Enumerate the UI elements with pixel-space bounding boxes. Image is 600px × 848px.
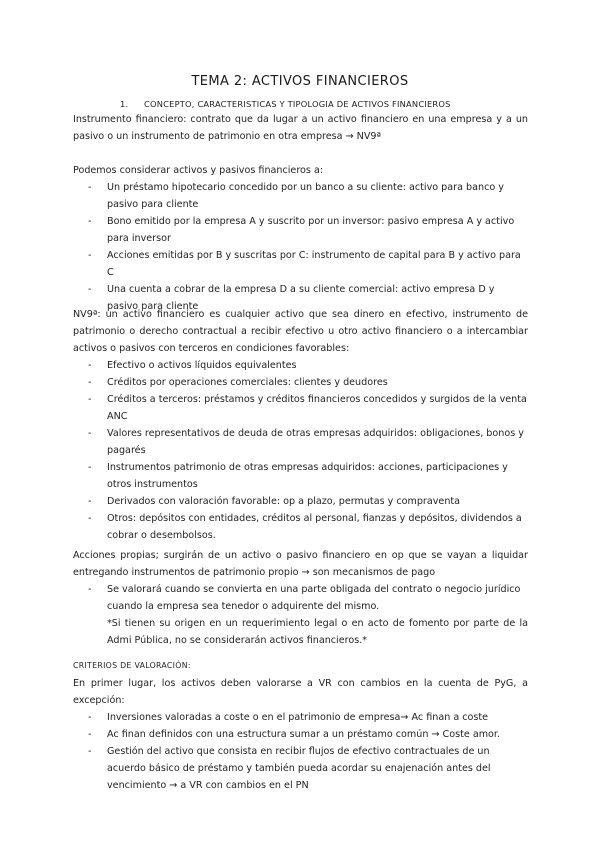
list-item: - Gestión del activo que consista en recibir flujos de efectivo contractuales de un acuerdo básico de préstamo y también pueda acordar su enajenación antes del vencimiento → a VR con cambios en el PN	[73, 743, 528, 794]
list-item: - Instrumentos patrimonio de otras empresas adquiridos: acciones, participaciones y otros instrumentos	[73, 459, 528, 493]
list-item: - Créditos por operaciones comerciales: clientes y deudores	[73, 374, 528, 391]
list-item: - Inversiones valoradas a coste o en el patrimonio de empresa→ Ac finan a coste	[73, 709, 528, 726]
section-c-lead: Acciones propias; surgirán de un activo o pasivo financiero en op que se vayan a liquidar entregando instrumentos de patrimonio propio → son mecanismos de pago	[73, 550, 528, 578]
section-b-list	[73, 357, 528, 544]
document-title: TEMA 2: ACTIVOS FINANCIEROS	[191, 74, 409, 89]
subtitle-number: 1.	[120, 99, 129, 109]
criteria-heading: CRITERIOS DE VALORACIÓN:	[73, 661, 191, 670]
list-item: - Ac finan definidos con una estructura sumar a un préstamo común → Coste amor.	[73, 726, 528, 743]
intro-paragraph: Instrumento financiero: contrato que da lugar a un activo financiero en una empresa y a un pasivo o un instrumento de patrimonio en otra empresa → NV9ª	[73, 114, 528, 142]
list-item: - Créditos a terceros: préstamos y créditos financieros concedidos y surgidos de la venta ANC	[73, 391, 528, 425]
list-item: - Derivados con valoración favorable: op a plazo, permutas y compraventa	[73, 493, 528, 510]
section-d-list	[73, 709, 528, 794]
section-c-note: *Si tienen su origen en un requerimiento legal o en acto de fomento por parte de la Admi Pública, no se considerarán activos financieros.*	[107, 618, 528, 646]
list-item: - Se valorará cuando se convierta en una parte obligada del contrato o negocio jurídico cuando la empresa sea tenedor o adquirente del mismo.	[73, 581, 528, 615]
subtitle-text: CONCEPTO, CARACTERISTICAS Y TIPOLOGIA DE ACTIVOS FINANCIEROS	[144, 99, 451, 109]
list-item: - Un préstamo hipotecario concedido por un banco a su cliente: activo para banco y pasivo para cliente	[73, 179, 528, 213]
list-item: - Acciones emitidas por B y suscritas por C: instrumento de capital para B y activo para C	[73, 247, 528, 281]
section-c-list	[73, 581, 528, 615]
list-item: - Bono emitido por la empresa A y suscrito por un inversor: pasivo empresa A y activo para inversor	[73, 213, 528, 247]
section-a-list	[73, 179, 528, 315]
section-b	[73, 306, 528, 544]
list-item: - Valores representativos de deuda de otras empresas adquiridos: obligaciones, bonos y pagarés	[73, 425, 528, 459]
list-item: - Otros: depósitos con entidades, créditos al personal, fianzas y depósitos, dividendos a cobrar o desembolsos.	[73, 510, 528, 544]
section-c	[73, 547, 528, 649]
section-d	[73, 657, 528, 794]
list-item: - Una cuenta a cobrar de la empresa D a su cliente comercial: activo empresa D y pasivo para cliente	[73, 281, 528, 315]
intro-block	[73, 111, 528, 145]
section-b-lead: NV9ª: un activo financiero es cualquier activo que sea dinero en efectivo, instrumento de patrimonio o derecho contractual a recibir efectivo u otro activo financiero o a intercambiar activos o pasivos con terceros en condiciones favorables:	[73, 309, 528, 354]
section-a	[73, 162, 528, 315]
section-a-lead: Podemos considerar activos y pasivos financieros a:	[73, 165, 324, 176]
section-d-lead: En primer lugar, los activos deben valorarse a VR con cambios en la cuenta de PyG, a excepción:	[73, 678, 528, 706]
list-item: - Efectivo o activos líquidos equivalentes	[73, 357, 528, 374]
